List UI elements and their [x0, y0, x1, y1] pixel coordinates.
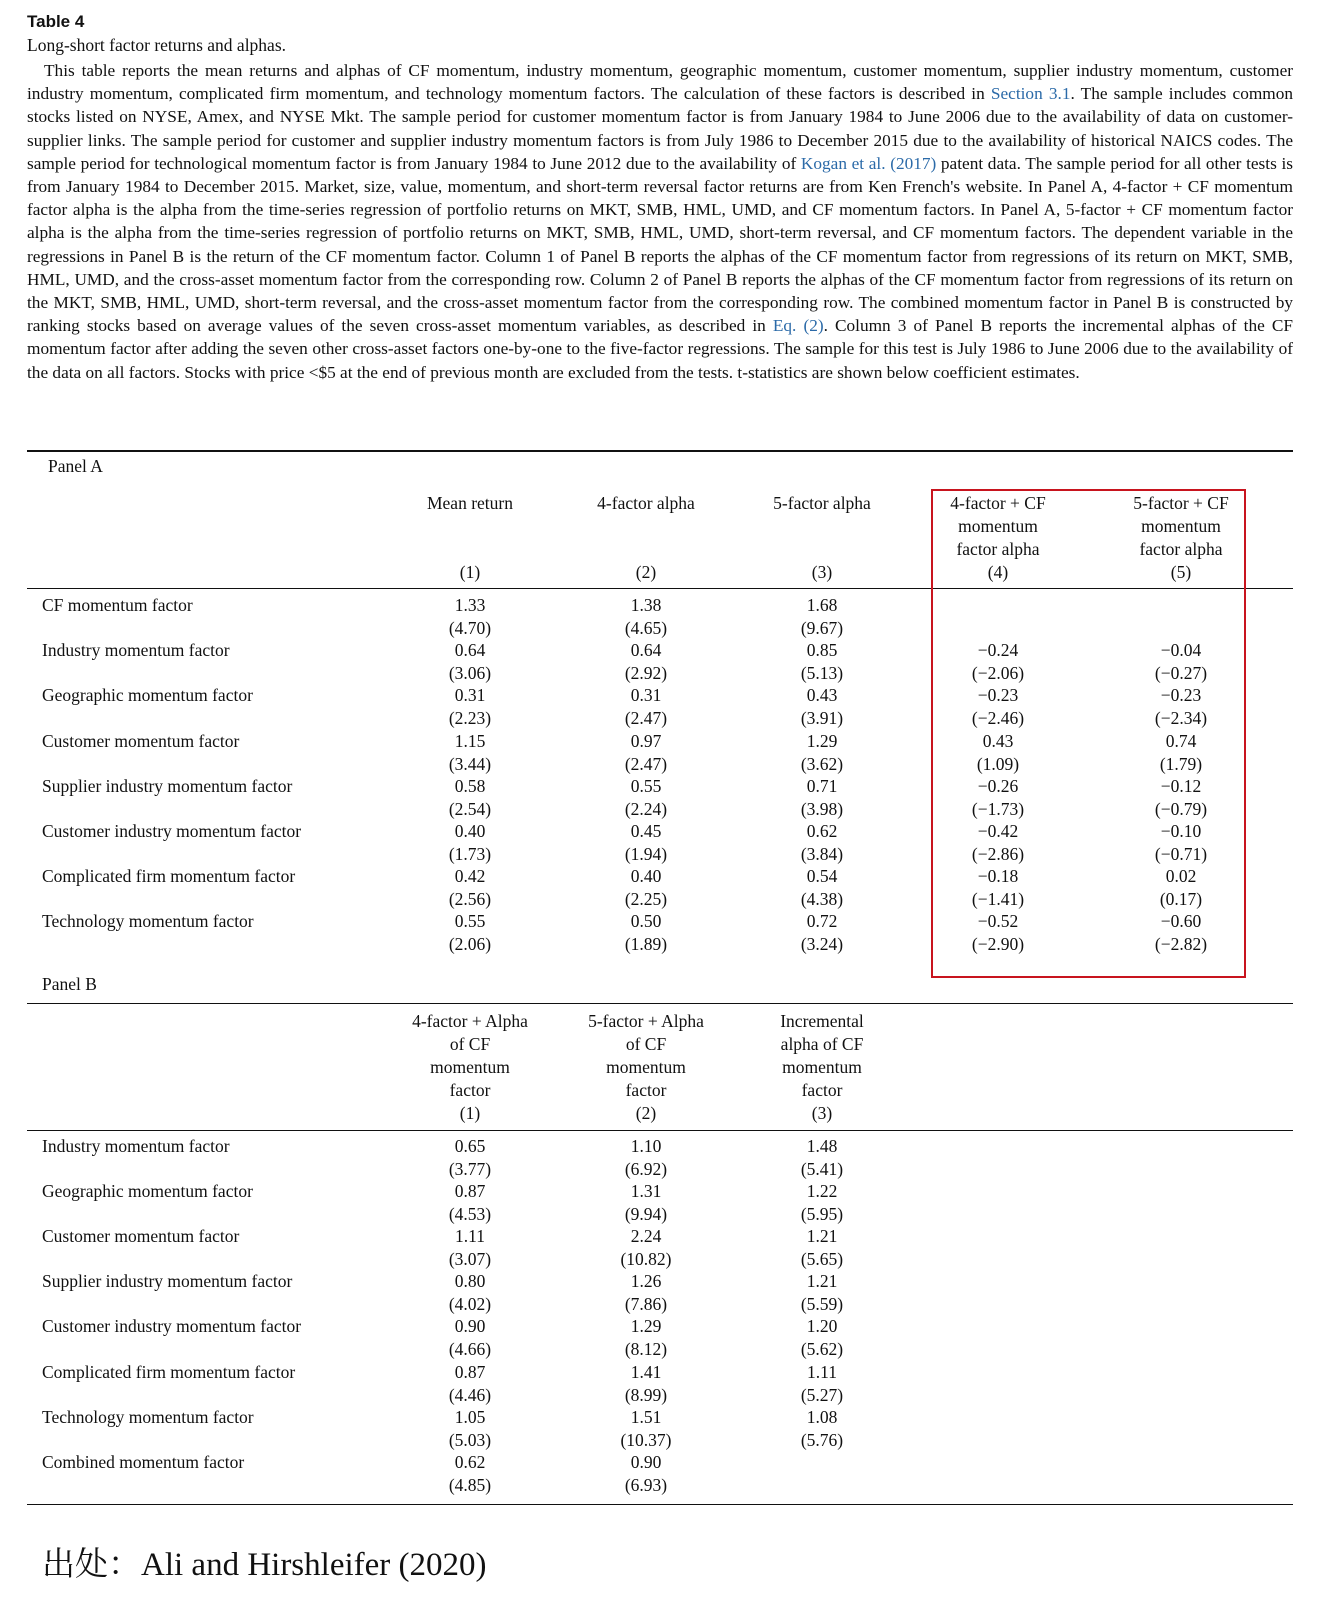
panel-b-header-rule: [27, 1130, 1293, 1131]
panel-b-estimate: 1.11: [807, 1361, 837, 1382]
panel-b-tstat: (9.94): [624, 1204, 668, 1225]
panel-b-top-rule: [27, 1003, 1293, 1004]
panel-a-tstat: (−2.06): [971, 663, 1025, 684]
panel-a-col-header: [556, 492, 736, 515]
panel-b-row-label: Supplier industry momentum factor: [42, 1271, 293, 1292]
panel-a-estimate: 1.15: [454, 730, 486, 751]
col-header-line: factor alpha: [956, 539, 1040, 559]
panel-a-tstat: (−2.46): [971, 708, 1025, 729]
panel-a-tstat: (3.84): [800, 844, 844, 864]
panel-b-estimate: 2.24: [630, 1226, 662, 1247]
panel-b-estimate: 1.20: [806, 1316, 838, 1337]
panel-a-top-rule: [27, 450, 1293, 452]
panel-a-tstat: (3.98): [800, 798, 844, 819]
panel-b-tstat: (4.85): [448, 1474, 492, 1495]
panel-a-estimate: −0.23: [1160, 685, 1202, 706]
panel-b-estimate: 0.65: [454, 1136, 486, 1156]
panel-b-estimate: 0.62: [454, 1451, 486, 1472]
panel-b-label: Panel B: [42, 974, 97, 994]
caption-text: . The sample includes common stocks listed on NYSE, Amex, and NYSE Mkt. The sample period for customer momentum factor is from January 1984 to June 2006 due to the availability of data on customer-supplier links. The sample period for customer and supplier industry momentum factors is from July 1986 to December 2015 due to the availability of historical NAICS codes. The sample period for technological momentum factor is from January 1984 to June 2012 due to the availability of: [27, 84, 1294, 173]
panel-b-tstat: (8.99): [624, 1384, 668, 1405]
panel-b-row-label: Geographic momentum factor: [42, 1181, 253, 1202]
panel-b-tstat: (4.02): [448, 1294, 492, 1315]
panel-b-estimate: 0.90: [630, 1451, 662, 1472]
panel-a-tstat: (3.24): [800, 934, 844, 955]
panel-a-tstat: (3.06): [448, 663, 492, 684]
col-header-line: momentum: [1141, 516, 1221, 536]
panel-a-estimate: −0.26: [977, 775, 1019, 796]
panel-a-row-label: Industry momentum factor: [42, 640, 230, 661]
panel-b-row-label: Industry momentum factor: [42, 1136, 230, 1156]
panel-a-tstat: (1.79): [1159, 753, 1203, 774]
panel-b-estimate: 1.41: [630, 1361, 662, 1382]
panel-a-estimate: 0.54: [806, 866, 838, 887]
panel-a-estimate: 0.72: [806, 911, 838, 932]
panel-b-tstat: (5.65): [800, 1249, 844, 1270]
panel-a-tstat: (−2.90): [971, 934, 1025, 955]
panel-a-estimate: 1.33: [454, 595, 486, 615]
panel-b-estimate: 1.08: [806, 1406, 838, 1427]
panel-b-col-header: [380, 1010, 560, 1102]
panel-b-tstat: (10.82): [620, 1249, 672, 1270]
highlight-box: [931, 489, 1246, 978]
panel-a-estimate: −0.12: [1160, 775, 1202, 796]
panel-a-tstat: (2.56): [448, 889, 492, 910]
panel-a-tstat: (1.89): [624, 934, 668, 955]
panel-a-tstat: (2.24): [624, 798, 668, 819]
panel-b-row-label: Technology momentum factor: [42, 1406, 254, 1427]
panel-b-row-label: Combined momentum factor: [42, 1451, 245, 1472]
panel-b-tstat: (4.46): [448, 1384, 492, 1405]
panel-a-tstat: (2.25): [624, 889, 668, 910]
col-header-line: 4-factor alpha: [597, 493, 695, 513]
panel-b-col-number: (1): [459, 1103, 481, 1123]
panel-a-label: Panel A: [48, 456, 103, 476]
panel-b-bottom-rule: [27, 1504, 1293, 1505]
panel-a-estimate: 0.55: [454, 911, 486, 932]
col-header-line: 4-factor + CF: [950, 493, 1046, 513]
panel-a-tstat: (−1.41): [971, 889, 1025, 910]
panel-b-tstat: (5.62): [800, 1339, 844, 1360]
panel-a-estimate: 1.68: [806, 595, 838, 615]
caption-text: This table reports the mean returns and alphas of CF momentum, industry momentum, geographic momentum, customer momentum, supplier industry momentum, customer industry momentum, complicated firm momentum, and technology momentum factors. The calculation of these factors is described in: [27, 61, 1293, 104]
panel-b-tstat: (5.76): [800, 1429, 844, 1450]
panel-a-estimate: 0.85: [806, 640, 838, 661]
panel-a-estimate: −0.42: [977, 821, 1019, 841]
panel-a-estimate: 0.42: [454, 866, 486, 887]
panel-a-estimate: −0.52: [977, 911, 1019, 932]
col-header-line: Mean return: [426, 493, 513, 513]
panel-a-tstat: (−0.27): [1154, 663, 1208, 684]
col-header-line: momentum: [606, 1057, 686, 1077]
panel-a-tstat: (−1.73): [971, 798, 1025, 819]
panel-a-tstat: (4.38): [800, 889, 844, 910]
panel-a-estimate: −0.18: [977, 866, 1019, 887]
panel-a-tstat: (2.47): [624, 753, 668, 774]
panel-a-tstat: (4.65): [624, 618, 668, 638]
col-header-line: alpha of CF: [780, 1034, 864, 1054]
col-header-line: 5-factor + CF: [1133, 493, 1229, 513]
caption-text: patent data. The sample period for all other tests is from January 1984 to December 2015. Market, size, value, momentum, and short-term reversal factor returns are from Ken French's website. In Panel A, 4-factor + CF momentum factor alpha is the alpha from the time-series regression of portfolio returns on MKT, SMB, HML, UMD, and CF momentum factors. In Panel A, 5-factor + CF momentum factor alpha is the alpha from the time-series regression of portfolio returns on MKT, SMB, HML, UMD, short-term reversal, and CF momentum factors. The dependent variable in the regressions in Panel B is the return of the CF momentum factor. Column 1 of Panel B reports the alphas of the CF momentum factor from regressions of its return on MKT, SMB, HML, UMD, and the cross-asset momentum factor from the corresponding row. Column 2 of Panel B reports the alphas of the CF momentum factor from regressions of its return on the MKT, SMB, HML, UMD, short-term reversal, and the cross-asset momentum factor from the corresponding row. The combined momentum factor in Panel B is constructed by ranking stocks based on average values of the seven cross-asset momentum variables, as described in: [27, 153, 1293, 336]
panel-a-estimate: −0.23: [977, 685, 1019, 706]
panel-a-tstat: (0.17): [1159, 889, 1203, 910]
panel-a-col-number: (4): [987, 562, 1009, 582]
col-header-line: factor: [625, 1080, 667, 1100]
panel-b-tstat: (6.92): [624, 1159, 668, 1179]
col-header-line: of CF: [449, 1034, 491, 1054]
panel-a-estimate: 0.58: [454, 775, 486, 796]
panel-a-estimate: 0.02: [1165, 866, 1197, 887]
caption-text: . Column 3 of Panel B reports the incremental alphas of the CF momentum factor after adding the seven other cross-asset factors one-by-one to the five-factor regressions. The sample for this test is July 1986 to June 2006 due to the availability of the data on all factors. Stocks with price <$5 at the end of previous month are excluded from the tests. t-statistics are shown below coefficient estimates.: [27, 316, 1293, 382]
panel-b-row-label: Customer momentum factor: [42, 1226, 240, 1247]
panel-b-row-label: Customer industry momentum factor: [42, 1316, 302, 1337]
panel-b-row-label: Complicated firm momentum factor: [42, 1361, 296, 1382]
panel-a-col-number: (1): [459, 562, 481, 582]
panel-a-estimate: 0.40: [454, 821, 486, 841]
col-header-line: 4-factor + Alpha: [412, 1011, 528, 1031]
panel-a-tstat: (3.44): [448, 753, 492, 774]
panel-b-tstat: (5.27): [800, 1384, 844, 1405]
panel-a-estimate: 0.64: [630, 640, 662, 661]
panel-b-estimate: 1.26: [630, 1271, 662, 1292]
panel-b-estimate: 0.87: [454, 1181, 486, 1202]
table-page: [27, 10, 1293, 384]
panel-b-tstat: (4.53): [448, 1204, 492, 1225]
table-label: Table 4: [27, 12, 85, 31]
panel-a-row-label: Supplier industry momentum factor: [42, 775, 293, 796]
panel-b-estimate: 1.05: [454, 1406, 486, 1427]
panel-a-estimate: −0.60: [1160, 911, 1202, 932]
col-header-line: of CF: [625, 1034, 667, 1054]
panel-a-tstat: (3.91): [800, 708, 844, 729]
panel-a-col-number: (5): [1170, 562, 1192, 582]
panel-b-estimate: 1.31: [630, 1181, 662, 1202]
col-header-line: momentum: [430, 1057, 510, 1077]
source-note: 出处：Ali and Hirshleifer (2020): [42, 1547, 487, 1583]
panel-b-col-number: (3): [811, 1103, 833, 1123]
panel-b-estimate: 1.21: [806, 1271, 838, 1292]
panel-b-estimate: 1.10: [630, 1136, 662, 1156]
panel-a-estimate: −0.24: [977, 640, 1019, 661]
panel-a-estimate: 0.55: [630, 775, 662, 796]
panel-b-tstat: (5.59): [800, 1294, 844, 1315]
citation-link[interactable]: Kogan et al. (2017): [800, 153, 937, 173]
panel-a-tstat: (2.54): [448, 798, 492, 819]
panel-b-col-header: [732, 1010, 912, 1102]
panel-a-tstat: (2.23): [448, 708, 492, 729]
panel-b-tstat: (3.77): [448, 1159, 492, 1179]
table-title: Long-short factor returns and alphas.: [27, 35, 287, 55]
panel-a-row-label: CF momentum factor: [42, 595, 193, 615]
panel-b-estimate: 0.87: [454, 1361, 486, 1382]
panel-a-col-number: (3): [811, 562, 833, 582]
col-header-line: momentum: [782, 1057, 862, 1077]
panel-a-estimate: 0.71: [806, 775, 838, 796]
panel-a-tstat: (1.09): [976, 753, 1020, 774]
panel-a-estimate: 0.62: [806, 821, 838, 841]
panel-b-tstat: (4.66): [448, 1339, 492, 1360]
col-header-line: factor alpha: [1139, 539, 1223, 559]
panel-a-row-label: Geographic momentum factor: [42, 685, 253, 706]
panel-a-estimate: −0.04: [1160, 640, 1202, 661]
panel-a-tstat: (2.47): [624, 708, 668, 729]
panel-a-estimate: 0.31: [630, 685, 662, 706]
panel-a-col-header: [380, 492, 560, 515]
panel-b-col-number: (2): [635, 1103, 657, 1123]
panel-b-tstat: (5.95): [800, 1204, 844, 1225]
panel-b-estimate: 1.21: [806, 1226, 838, 1247]
panel-a-estimate: 0.43: [982, 730, 1014, 751]
panel-a-tstat: (−2.86): [971, 844, 1025, 864]
panel-b-tstat: (8.12): [624, 1339, 668, 1360]
equation-link[interactable]: Eq. (2): [772, 316, 824, 336]
col-header-line: factor: [801, 1080, 843, 1100]
panel-a-row-label: Customer momentum factor: [42, 730, 240, 751]
panel-a-row-label: Technology momentum factor: [42, 911, 254, 932]
panel-a-tstat: (5.13): [800, 663, 844, 684]
col-header-line: factor: [449, 1080, 491, 1100]
panel-a-tstat: (−0.71): [1154, 844, 1208, 864]
panel-a-estimate: 0.43: [806, 685, 838, 706]
panel-a-estimate: 1.29: [806, 730, 838, 751]
panel-b-col-header: [556, 1010, 736, 1102]
panel-b-estimate: 1.11: [455, 1226, 485, 1247]
panel-a-row-label: Complicated firm momentum factor: [42, 866, 296, 887]
panel-b-estimate: 1.29: [630, 1316, 662, 1337]
col-header-line: Incremental: [780, 1011, 864, 1031]
panel-a-estimate: 0.64: [454, 640, 486, 661]
panel-b-tstat: (7.86): [624, 1294, 668, 1315]
panel-b-tstat: (6.93): [624, 1474, 668, 1495]
panel-a-tstat: (−2.82): [1154, 934, 1208, 955]
panel-a-tstat: (9.67): [800, 618, 844, 638]
panel-b-tstat: (3.07): [448, 1249, 492, 1270]
panel-b-estimate: 0.90: [454, 1316, 486, 1337]
panel-a-tstat: (2.92): [624, 663, 668, 684]
panel-a-estimate: −0.10: [1160, 821, 1202, 841]
col-header-line: momentum: [958, 516, 1038, 536]
section-link[interactable]: Section 3.1: [990, 84, 1071, 104]
panel-a-tstat: (3.62): [800, 753, 844, 774]
panel-a-col-header: [732, 492, 912, 515]
panel-b-estimate: 1.51: [630, 1406, 662, 1427]
col-header-line: 5-factor + Alpha: [588, 1011, 704, 1031]
panel-a-estimate: 0.97: [630, 730, 662, 751]
panel-a-estimate: 0.31: [454, 685, 486, 706]
panel-a-row-label: Customer industry momentum factor: [42, 821, 302, 841]
panel-b-estimate: 1.48: [806, 1136, 838, 1156]
panel-a-estimate: 0.45: [630, 821, 662, 841]
panel-a-tstat: (−2.34): [1154, 708, 1208, 729]
panel-a-estimate: 1.38: [630, 595, 662, 615]
panel-a-col-number: (2): [635, 562, 657, 582]
panel-a-tstat: (1.94): [624, 844, 668, 864]
col-header-line: 5-factor alpha: [773, 493, 871, 513]
panel-b-estimate: 0.80: [454, 1271, 486, 1292]
panel-a-tstat: (1.73): [448, 844, 492, 864]
panel-a-tstat: (2.06): [448, 934, 492, 955]
panel-b-tstat: (5.03): [448, 1429, 492, 1450]
table-caption: [27, 59, 1293, 384]
panel-a-estimate: 0.50: [630, 911, 662, 932]
panel-a-estimate: 0.40: [630, 866, 662, 887]
panel-b-tstat: (5.41): [800, 1159, 844, 1179]
panel-b-tstat: (10.37): [620, 1429, 672, 1450]
panel-a-estimate: 0.74: [1165, 730, 1197, 751]
panel-b-estimate: 1.22: [806, 1181, 838, 1202]
panel-a-tstat: (−0.79): [1154, 798, 1208, 819]
panel-a-tstat: (4.70): [448, 618, 492, 638]
